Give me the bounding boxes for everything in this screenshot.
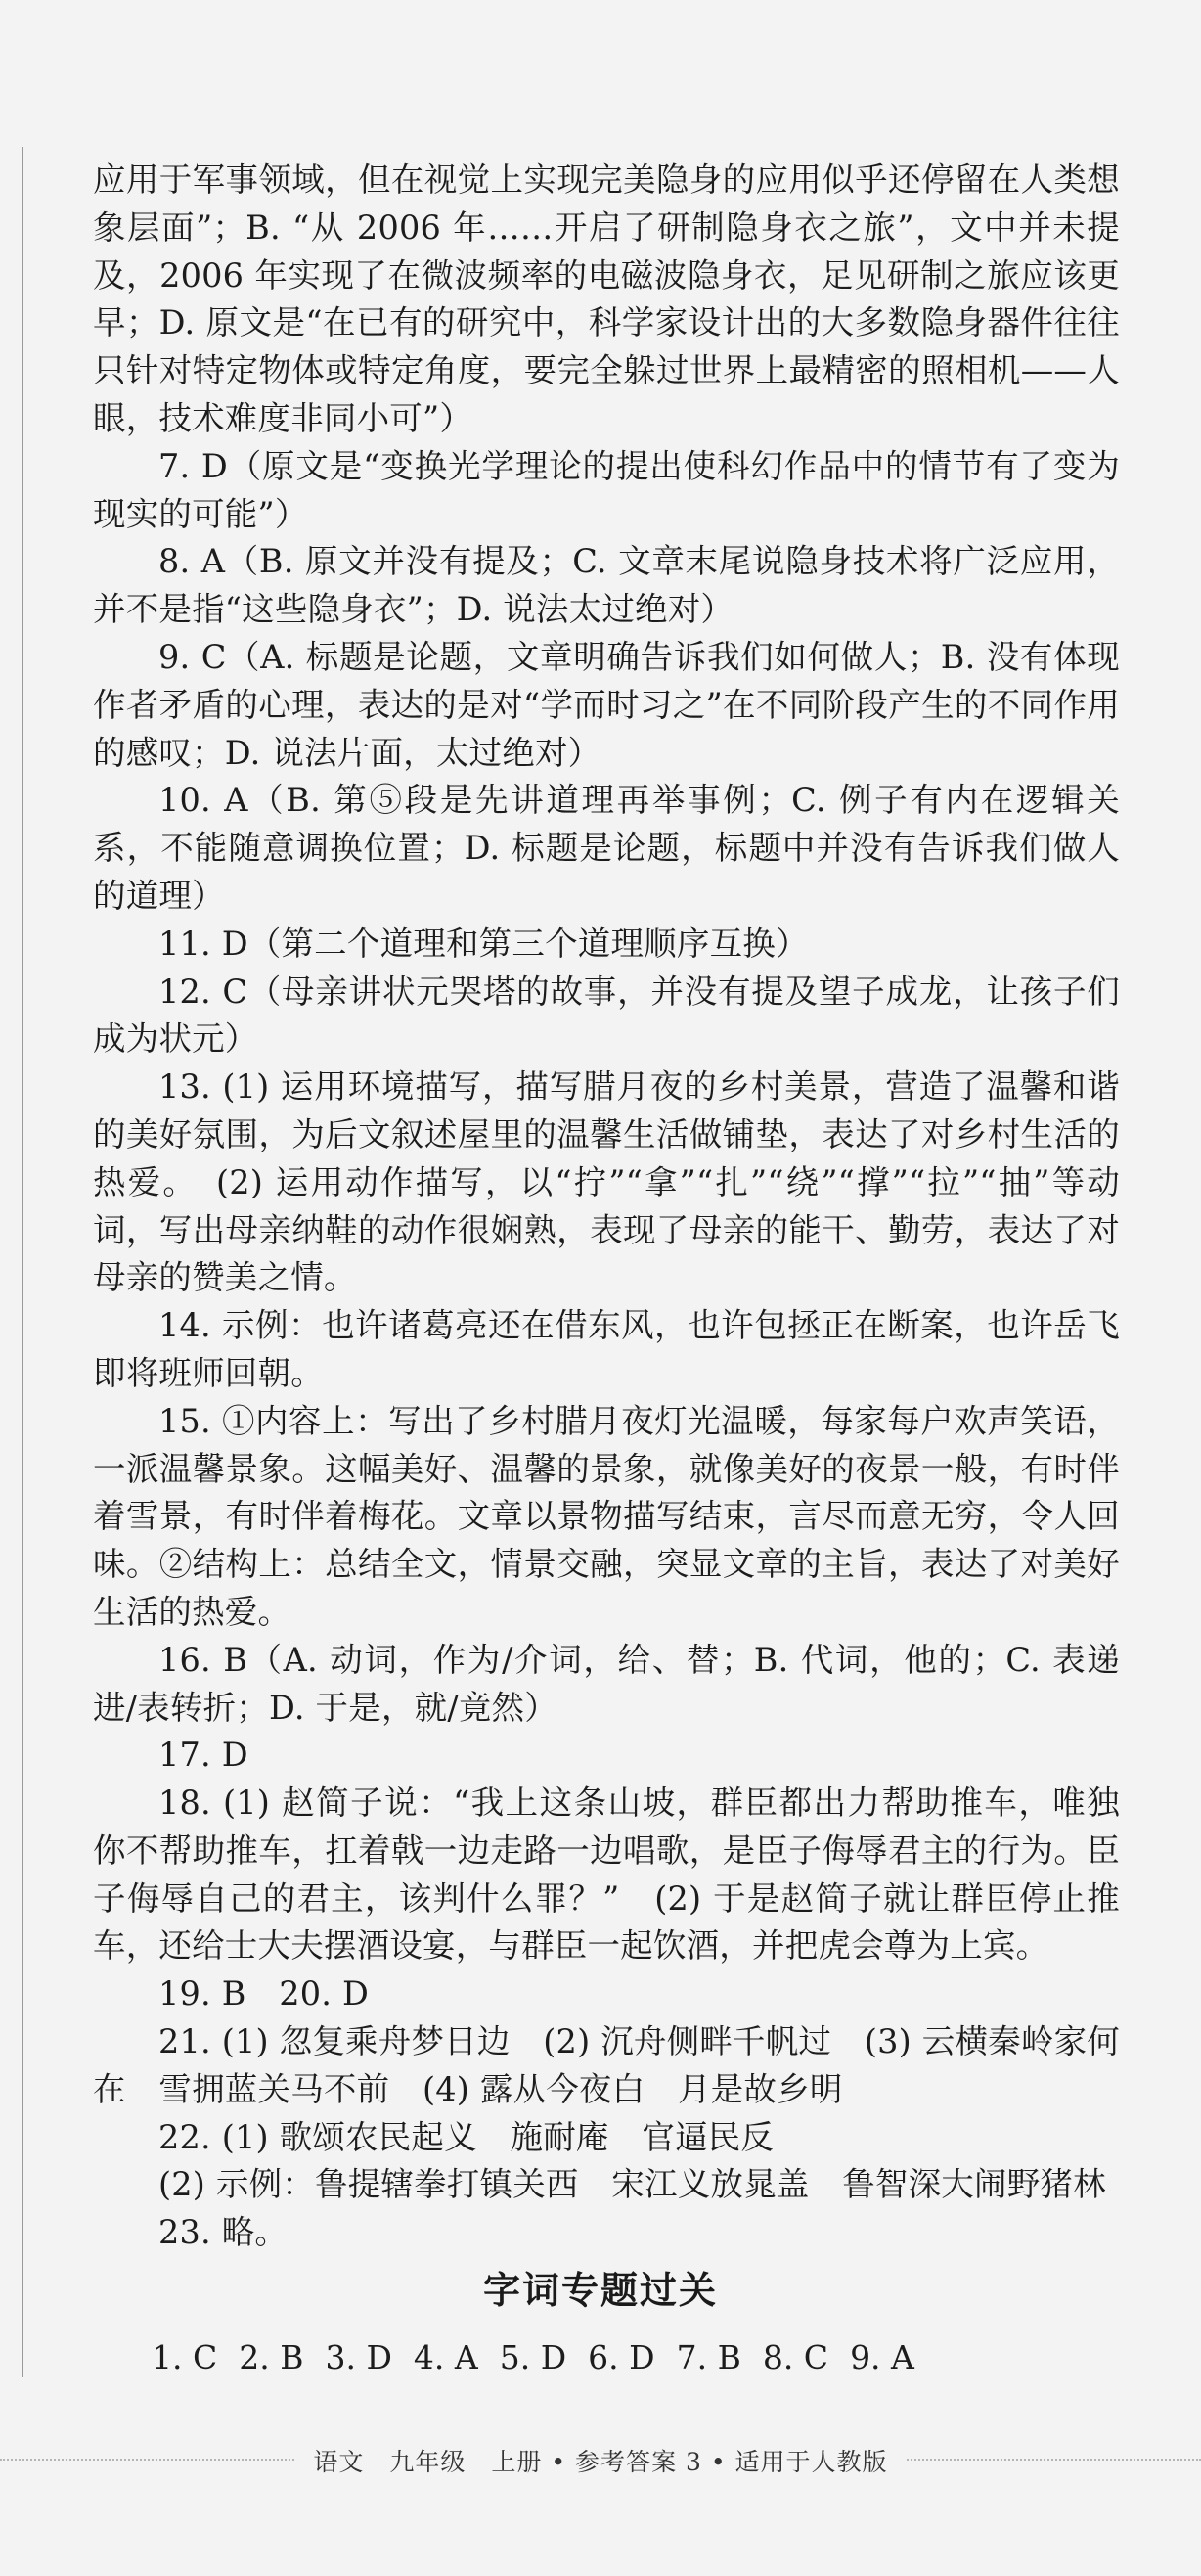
answer-22-part2: (2) 示例：鲁提辖拳打镇关西 宋江义放晁盖 鲁智深大闹野猪林 — [158, 2165, 1106, 2204]
left-margin-rule — [22, 147, 23, 2377]
answer-22-part1: 22. (1) 歌颂农民起义 施耐庵 官逼民反 — [158, 2117, 775, 2156]
answer-14: 14. 示例：也许诸葛亮还在借东风，也许包拯正在断案，也许岳飞即将班师回朝。 — [93, 1306, 1120, 1392]
answer-8: 8. A（B. 原文并没有提及；C. 文章末尾说隐身技术将广泛应用，并不是指“这些隐身衣”；D. 说法太过绝对） — [93, 542, 1120, 629]
answer-item: 3. D — [325, 2338, 392, 2376]
answer-19-20: 19. B 20. D — [158, 1974, 370, 2013]
answer-21: 21. (1) 忽复乘舟梦日边 (2) 沉舟侧畔千帆过 (3) 云横秦岭家何在 雪拥蓝关马不前 (4) 露从今夜白 月是故乡明 — [93, 2022, 1120, 2108]
answer-11: 11. D（第二个道理和第三个道理顺序互换） — [158, 924, 809, 963]
answer-item: 5. D — [499, 2338, 567, 2376]
footer-text: 语文 九年级 上册 • 参考答案 3 • 适用于人教版 — [295, 2448, 905, 2476]
answer-12: 12. C（母亲讲状元哭塔的故事，并没有提及望子成龙，让孩子们成为状元） — [93, 972, 1120, 1059]
answer-item: 2. B — [239, 2338, 304, 2376]
answer-body — [93, 157, 1120, 2257]
answer-item: 4. A — [413, 2338, 478, 2376]
answers-row — [152, 2338, 1130, 2376]
answer-23: 23. 略。 — [158, 2213, 289, 2252]
page-footer — [0, 2443, 1201, 2478]
answer-13: 13. (1) 运用环境描写，描写腊月夜的乡村美景，营造了温馨和谐的美好氛围，为后文叙述屋里的温馨生活做铺垫，表达了对乡村生活的热爱。 (2) 运用动作描写，以“拧”“拿”“扎”“绕”“撑”“拉”“抽”等动词，写出母亲纳鞋的动作很娴熟，表现了母亲的能干、勤劳，表达了对母亲的赞美之情。 — [93, 1067, 1120, 1297]
section-title: 字词专题过关 — [482, 2269, 718, 2312]
paragraph-continuation: 应用于军事领域，但在视觉上实现完美隐身的应用似乎还停留在人类想象层面”；B. “从 2006 年……开启了研制隐身衣之旅”，文中并未提及，2006 年实现了在微波频率的电磁波隐身衣，足见研制之旅应该更早；D. 原文是“在已有的研究中，科学家设计出的大多数隐身器件往往只针对特定物体或特定角度，要完全躲过世界上最精密的照相机——人眼，技术难度非同小可”） — [93, 160, 1120, 437]
answer-15: 15. ①内容上：写出了乡村腊月夜灯光温暖，每家每户欢声笑语，一派温馨景象。这幅美好、温馨的景象，就像美好的夜景一般，有时伴着雪景，有时伴着梅花。文章以景物描写结束，言尽而意无穷，令人回味。②结构上：总结全文，情景交融，突显文章的主旨，表达了对美好生活的热爱。 — [93, 1401, 1120, 1631]
answer-16: 16. B（A. 动词，作为/介词，给、替；B. 代词，他的；C. 表递进/表转折；D. 于是，就/竟然） — [93, 1640, 1120, 1727]
answer-item: 7. B — [676, 2338, 741, 2376]
answer-18: 18. (1) 赵简子说：“我上这条山坡，群臣都出力帮助推车，唯独你不帮助推车，扛着戟一边走路一边唱歌，是臣子侮辱君主的行为。臣子侮辱自己的君主，该判什么罪？” (2) 于是赵简子就让群臣停止推车，还给士大夫摆酒设宴，与群臣一起饮酒，并把虎会尊为上宾。 — [93, 1784, 1120, 1966]
answer-item: 6. D — [588, 2338, 655, 2376]
answer-7: 7. D（原文是“变换光学理论的提出使科幻作品中的情节有了变为现实的可能”） — [93, 446, 1120, 533]
answer-item: 8. C — [762, 2338, 829, 2376]
answer-17: 17. D — [158, 1736, 248, 1775]
answer-item: 1. C — [152, 2338, 218, 2376]
answer-item: 9. A — [850, 2338, 914, 2376]
answer-9: 9. C（A. 标题是论题，文章明确告诉我们如何做人；B. 没有体现作者矛盾的心理，表达的是对“学而时习之”在不同阶段产生的不同作用的感叹；D. 说法片面，太过绝对） — [93, 637, 1120, 772]
answer-10: 10. A（B. 第⑤段是先讲道理再举事例；C. 例子有内在逻辑关系，不能随意调换位置；D. 标题是论题，标题中并没有告诉我们做人的道理） — [93, 781, 1120, 915]
